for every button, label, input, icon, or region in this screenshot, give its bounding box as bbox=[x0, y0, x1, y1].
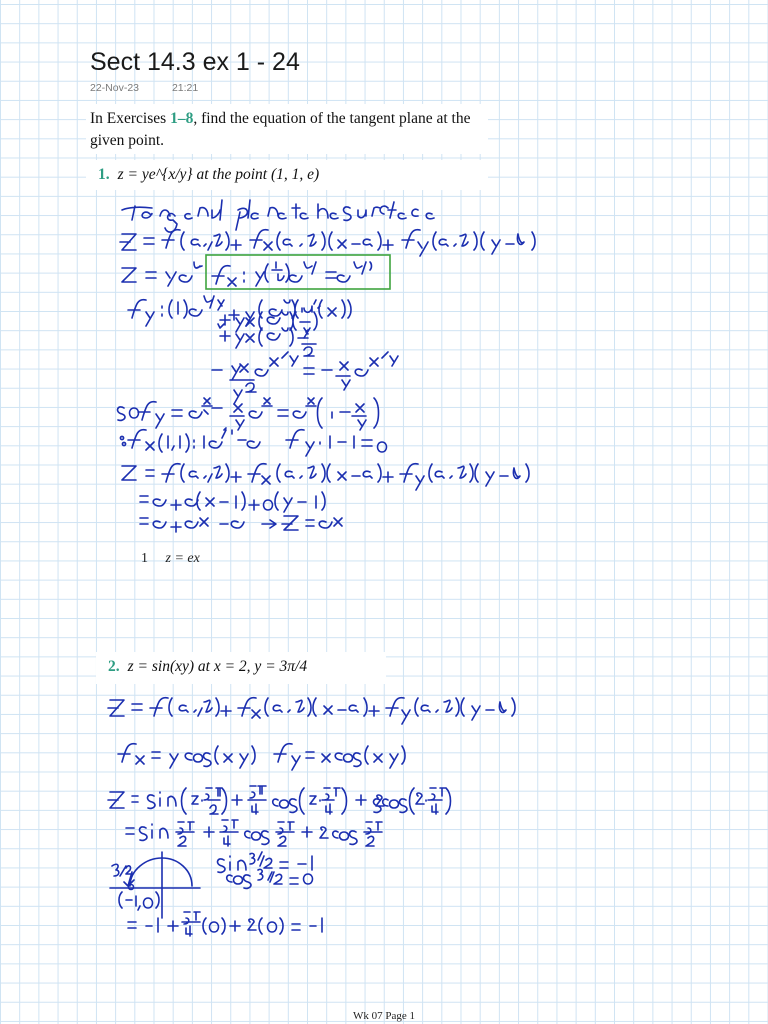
ink-line-tangent-plane-heading bbox=[122, 200, 434, 232]
answer-number: 1 bbox=[141, 551, 148, 566]
ink-line-fx-value bbox=[120, 428, 386, 456]
answer-text: z = ex bbox=[165, 551, 200, 566]
exercise-2-text: z = sin(xy) at x = 2, y = 3π/4 bbox=[127, 658, 308, 675]
ink-line-ex2-substitute bbox=[108, 786, 451, 814]
exercise-2-number: 2. bbox=[108, 658, 120, 675]
ink-line-ex2-simplify bbox=[126, 820, 382, 846]
ink-line-simplify-2 bbox=[140, 516, 342, 532]
ink-line-ex2-partials bbox=[118, 744, 405, 770]
page-date: 22-Nov-23 bbox=[90, 82, 140, 94]
instructions-lead: In Exercises bbox=[90, 110, 171, 127]
ink-line-z-substituted bbox=[122, 464, 529, 490]
page-time: 21:21 bbox=[171, 82, 199, 94]
unit-circle-sketch bbox=[110, 852, 200, 918]
ink-line-fy bbox=[128, 296, 351, 356]
ink-trig-values bbox=[218, 852, 313, 888]
instructions-range: 1–8 bbox=[170, 110, 194, 127]
ink-line-simplify-1 bbox=[140, 492, 325, 512]
page-title: Sect 14.3 ex 1 - 24 bbox=[90, 48, 300, 76]
ink-line-z-ye bbox=[122, 262, 202, 286]
exercise-1-number: 1. bbox=[98, 166, 110, 183]
ink-boxed-fx bbox=[212, 262, 372, 286]
ink-line-so-fy bbox=[118, 398, 379, 430]
ink-line-ex2-formula bbox=[108, 698, 515, 724]
page-footer: Wk 07 Page 1 bbox=[352, 1010, 415, 1022]
ink-line-ex2-result bbox=[128, 912, 322, 936]
ink-line-fy-simplified bbox=[212, 352, 398, 404]
instructions-rest: , find the equation of the tangent plane at the given point. bbox=[90, 110, 471, 149]
ink-line-tangent-formula bbox=[120, 230, 535, 256]
exercise-1-text: z = ye^{x/y} at the point (1, 1, e) bbox=[117, 166, 320, 183]
